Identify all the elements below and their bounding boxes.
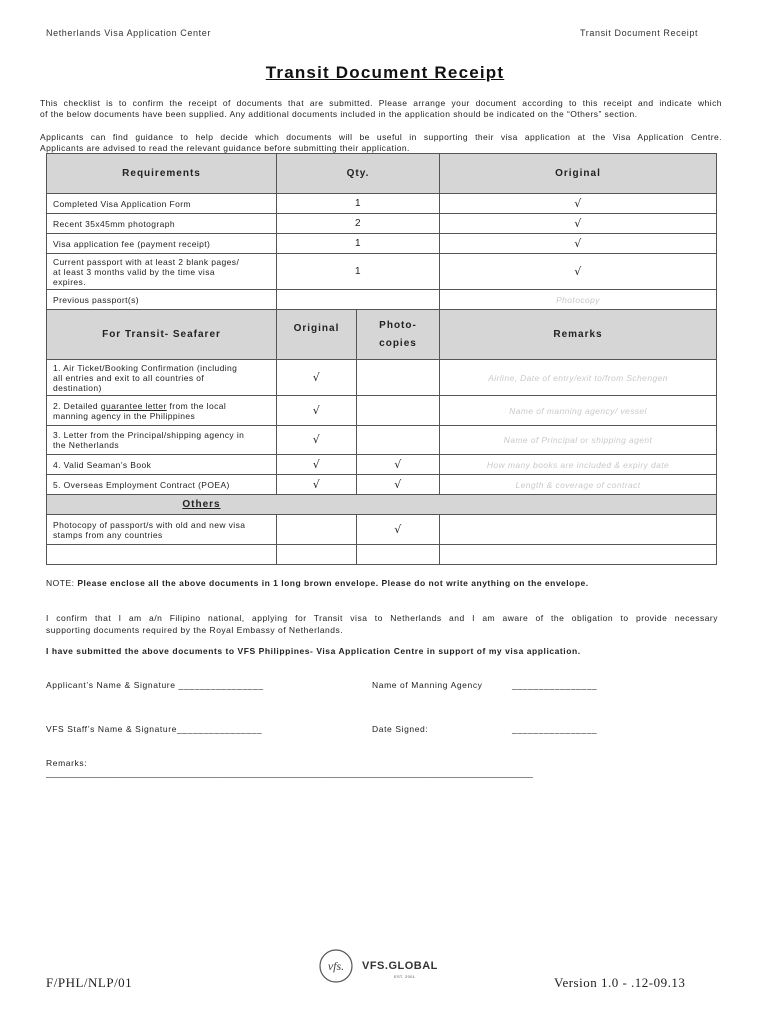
table-row: [47, 254, 717, 290]
seafarer-item-text: 2. Detailed: [53, 400, 101, 411]
requirement-original-check: √: [440, 234, 717, 254]
others-item-label: [47, 515, 277, 545]
requirement-qty: 1: [277, 254, 440, 290]
guarantee-letter-underlined: guarantee letter: [100, 400, 167, 411]
seafarer-item-line: [53, 401, 270, 411]
seafarer-header-row: [47, 310, 717, 360]
form-code: F/PHL/NLP/01: [46, 975, 133, 990]
form-version: Version 1.0 - .12-09.13: [554, 975, 686, 990]
seafarer-copies-check: √: [357, 475, 440, 495]
seafarer-item-line: destination): [53, 382, 102, 393]
intro-p2-line2: Applicants are advised to read the relevant guidance before submitting their application.: [40, 143, 410, 153]
seafarer-remark-placeholder: Name of manning agency/ vessel: [440, 396, 717, 426]
staff-signature-field: VFS Staff’s Name & Signature________________: [46, 724, 263, 734]
requirement-label-line: Current passport with at least 2 blank pages/: [53, 256, 240, 267]
photocopies-header-line: copies: [379, 337, 417, 349]
table-row: [47, 360, 717, 396]
requirement-qty: 2: [277, 214, 440, 234]
seafarer-item-label: [47, 360, 277, 396]
requirement-original-check: √: [440, 254, 717, 290]
table-row: [47, 234, 717, 254]
table-row: [47, 214, 717, 234]
requirement-label-line: at least 3 months valid by the time visa: [53, 266, 215, 277]
seafarer-copies-check: √: [357, 455, 440, 475]
intro-paragraph-1: [40, 98, 722, 120]
seafarer-remark-placeholder: Name of Principal or shipping agent: [440, 426, 717, 455]
requirement-qty: 1: [277, 234, 440, 254]
vfs-logo-subtext: EST. 2001: [394, 974, 416, 979]
requirement-label: Completed Visa Application Form: [47, 194, 277, 214]
requirement-original-check: √: [440, 194, 717, 214]
others-original-cell: [277, 515, 357, 545]
others-remark-cell: [440, 515, 717, 545]
seafarer-original-check: √: [277, 475, 357, 495]
submission-statement: I have submitted the above documents to VFS Philippines- Visa Application Centre in support of my visa application.: [46, 646, 581, 656]
empty-cell: [277, 545, 357, 565]
seafarer-photocopies-header: [357, 310, 440, 360]
table-row: [47, 194, 717, 214]
requirement-qty: 1: [277, 194, 440, 214]
empty-cell: [440, 545, 717, 565]
note: [46, 578, 726, 588]
manning-agency-line: ________________: [512, 680, 598, 690]
others-copies-check: √: [357, 515, 440, 545]
header-right: Transit Document Receipt: [580, 28, 699, 38]
seafarer-original-check: √: [277, 396, 357, 426]
page-title: Transit Document Receipt: [265, 63, 505, 82]
seafarer-original-header: Original: [277, 310, 357, 360]
remarks-line: _______________________________________________________________________________________________________: [46, 768, 533, 778]
intro-p2-line1: Applicants can find guidance to help decide which documents will be useful in supporting their visa application at the Visa Application Centre.: [40, 132, 722, 142]
seafarer-copies-check: [357, 396, 440, 426]
table-row: [47, 290, 717, 310]
intro-paragraph-2: [40, 132, 722, 154]
table-row: [47, 475, 717, 495]
requirements-header-row: [47, 154, 717, 194]
empty-cell: [47, 545, 277, 565]
note-prefix: NOTE:: [46, 578, 78, 588]
table-row: [47, 515, 717, 545]
seafarer-item-label: [47, 426, 277, 455]
table-row-empty: [47, 545, 717, 565]
seafarer-remark-placeholder: How many books are included & expiry date: [440, 455, 717, 475]
seafarer-original-check: √: [277, 360, 357, 396]
vfs-global-logo: [316, 946, 436, 988]
photocopies-header-line: Photo-: [379, 319, 417, 331]
others-header-cell: [47, 495, 717, 515]
table-row: [47, 426, 717, 455]
qty-header: Qty.: [277, 154, 440, 194]
intro-p1-line2: of the below documents have been supplied. Any additional documents included in the application should be indicated on the “Others” section.: [40, 109, 638, 119]
seafarer-copies-check: [357, 360, 440, 396]
seafarer-item-line: the Netherlands: [53, 440, 120, 450]
others-header-row: [47, 495, 717, 515]
table-row: [47, 396, 717, 426]
seafarer-remark-placeholder: Airline, Date of entry/exit to/from Schengen: [440, 360, 717, 396]
seafarer-item-line: 3. Letter from the Principal/shipping agency in: [53, 430, 245, 440]
vfs-monogram-text: vfs.: [327, 959, 345, 973]
seafarer-header: For Transit- Seafarer: [47, 310, 277, 360]
seafarer-item-text: from the local: [166, 400, 227, 411]
requirements-header: Requirements: [47, 154, 277, 194]
confirmation-statement: [46, 612, 718, 636]
seafarer-remarks-header: Remarks: [440, 310, 717, 360]
seafarer-original-check: √: [277, 426, 357, 455]
checklist-table: [46, 153, 717, 565]
date-signed-label: Date Signed:: [372, 724, 429, 734]
table-row: [47, 455, 717, 475]
vfs-logo-text: VFS.GLOBAL: [362, 960, 438, 972]
seafarer-item-line: all entries and exit to all countries of: [53, 372, 205, 383]
requirement-label: [47, 254, 277, 290]
requirement-qty: [277, 290, 440, 310]
requirement-label: Visa application fee (payment receipt): [47, 234, 277, 254]
note-text: Please enclose all the above documents in 1 long brown envelope. Please do not write anything on the envelope.: [77, 578, 589, 588]
empty-cell: [357, 545, 440, 565]
original-header: Original: [440, 154, 717, 194]
requirement-label-line: expires.: [53, 276, 86, 287]
requirement-label: Previous passport(s): [47, 290, 277, 310]
others-item-line: stamps from any countries: [53, 529, 163, 540]
requirement-label: Recent 35x45mm photograph: [47, 214, 277, 234]
seafarer-item-line: manning agency in the Philippines: [53, 410, 196, 421]
confirmation-line: supporting documents required by the Royal Embassy of Netherlands.: [46, 625, 344, 635]
seafarer-item-line: 1. Air Ticket/Booking Confirmation (including: [53, 362, 238, 373]
seafarer-item-label: [47, 396, 277, 426]
seafarer-item-label: 4. Valid Seaman’s Book: [47, 455, 277, 475]
intro-p1-line1: This checklist is to confirm the receipt of documents that are submitted. Please arrange your document according to this receipt and indicate which: [40, 98, 722, 108]
remarks-label: Remarks:: [46, 758, 88, 768]
others-title: Others: [182, 498, 221, 510]
manning-agency-label: Name of Manning Agency: [372, 680, 483, 690]
requirement-placeholder: Photocopy: [440, 290, 717, 310]
vfs-monogram-icon: [316, 946, 356, 986]
seafarer-remark-placeholder: Length & coverage of contract: [440, 475, 717, 495]
seafarer-original-check: √: [277, 455, 357, 475]
requirement-original-check: √: [440, 214, 717, 234]
applicant-signature-field: Applicant’s Name & Signature ________________: [46, 680, 264, 690]
seafarer-copies-check: [357, 426, 440, 455]
seafarer-item-label: 5. Overseas Employment Contract (POEA): [47, 475, 277, 495]
date-signed-line: ________________: [512, 724, 598, 734]
confirmation-line: I confirm that I am a/n Filipino national, applying for Transit visa to Netherlands and I am aware of the obligation to provide necessary: [46, 613, 718, 623]
header-left: Netherlands Visa Application Center: [46, 28, 211, 38]
others-item-line: Photocopy of passport/s with old and new visa: [53, 519, 246, 530]
